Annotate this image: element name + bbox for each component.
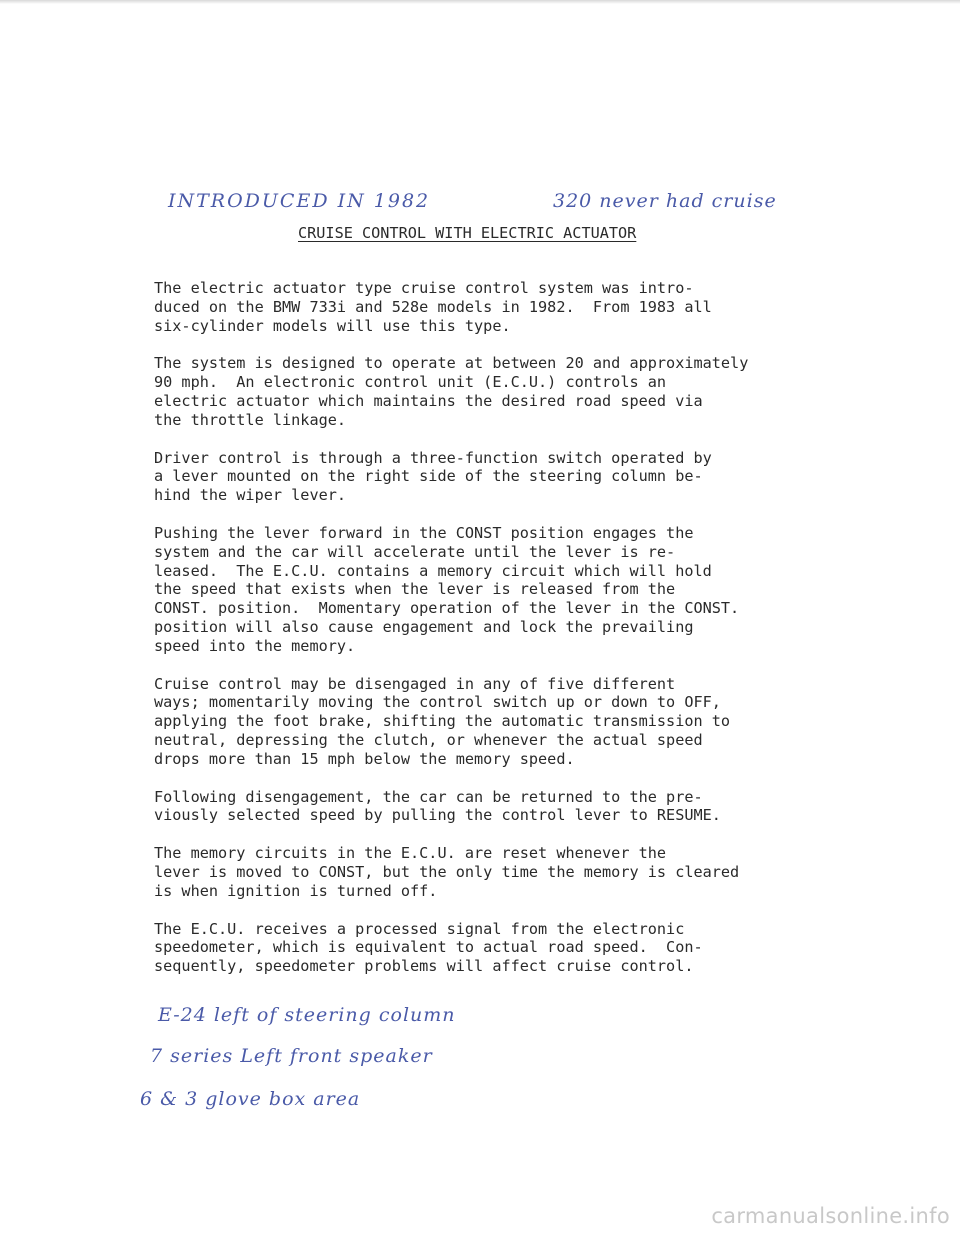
page-edge xyxy=(0,0,960,4)
handwritten-note-320: 320 never had cruise xyxy=(553,190,777,212)
text-line: The system is designed to operate at between 20 and approximately xyxy=(154,354,749,373)
handwritten-note-7-series: 7 series Left front speaker xyxy=(150,1045,433,1067)
text-line: leased. The E.C.U. contains a memory circuit which will hold xyxy=(154,561,712,580)
text-line: CONST. position. Momentary operation of the lever in the CONST. xyxy=(154,599,740,618)
text-line: the speed that exists when the lever is released from the xyxy=(154,580,676,599)
text-line: Following disengagement, the car can be returned to the pre- xyxy=(154,787,703,806)
text-line: the throttle linkage. xyxy=(154,410,347,429)
text-line: viously selected speed by pulling the control lever to RESUME. xyxy=(154,806,721,825)
text-line: The electric actuator type cruise control system was intro- xyxy=(154,279,694,297)
text-line: duced on the BMW 733i and 528e models in 1982. From 1983 all xyxy=(154,297,712,316)
text-line: applying the foot brake, shifting the automatic transmission to xyxy=(154,712,731,731)
text-line: drops more than 15 mph below the memory speed. xyxy=(154,749,575,768)
text-line: Driver control is through a three-function switch operated by xyxy=(154,448,712,467)
text-line: Cruise control may be disengaged in any of five different xyxy=(154,674,676,693)
text-line: The memory circuits in the E.C.U. are reset whenever the xyxy=(154,844,667,863)
paragraph xyxy=(154,920,894,976)
paragraph xyxy=(154,279,894,335)
paragraph xyxy=(154,844,894,900)
handwritten-note-introduced: INTRODUCED IN 1982 xyxy=(168,190,431,212)
text-line: electric actuator which maintains the desired road speed via xyxy=(154,391,703,410)
paragraph xyxy=(154,449,894,505)
text-line: speedometer, which is equivalent to actual road speed. Con- xyxy=(154,938,703,957)
paragraph xyxy=(154,788,894,826)
paragraph xyxy=(154,524,894,656)
document-body xyxy=(154,279,894,995)
page-title: CRUISE CONTROL WITH ELECTRIC ACTUATOR xyxy=(298,224,637,242)
text-line: The E.C.U. receives a processed signal from the electronic xyxy=(154,919,685,938)
text-line: six-cylinder models will use this type. xyxy=(154,316,511,335)
text-line: Pushing the lever forward in the CONST position engages the xyxy=(154,523,694,542)
text-line: 90 mph. An electronic control unit (E.C.U.) controls an xyxy=(154,373,667,392)
paragraph xyxy=(154,675,894,769)
text-line: hind the wiper lever. xyxy=(154,486,347,505)
text-line: sequently, speedometer problems will affect cruise control. xyxy=(154,957,694,976)
text-line: is when ignition is turned off. xyxy=(154,881,438,900)
text-line: neutral, depressing the clutch, or whenever the actual speed xyxy=(154,730,703,749)
paragraph xyxy=(154,354,894,429)
text-line: speed into the memory. xyxy=(154,636,356,655)
text-line: lever is moved to CONST, but the only time the memory is cleared xyxy=(154,862,740,881)
handwritten-note-e24: E-24 left of steering column xyxy=(158,1004,456,1026)
text-line: position will also cause engagement and lock the prevailing xyxy=(154,617,694,636)
handwritten-note-6-3-series: 6 & 3 glove box area xyxy=(140,1088,361,1110)
text-line: ways; momentarily moving the control switch up or down to OFF, xyxy=(154,693,721,712)
text-line: a lever mounted on the right side of the steering column be- xyxy=(154,467,703,486)
site-watermark: carmanualsonline.info xyxy=(711,1204,950,1228)
text-line: system and the car will accelerate until the lever is re- xyxy=(154,542,676,561)
